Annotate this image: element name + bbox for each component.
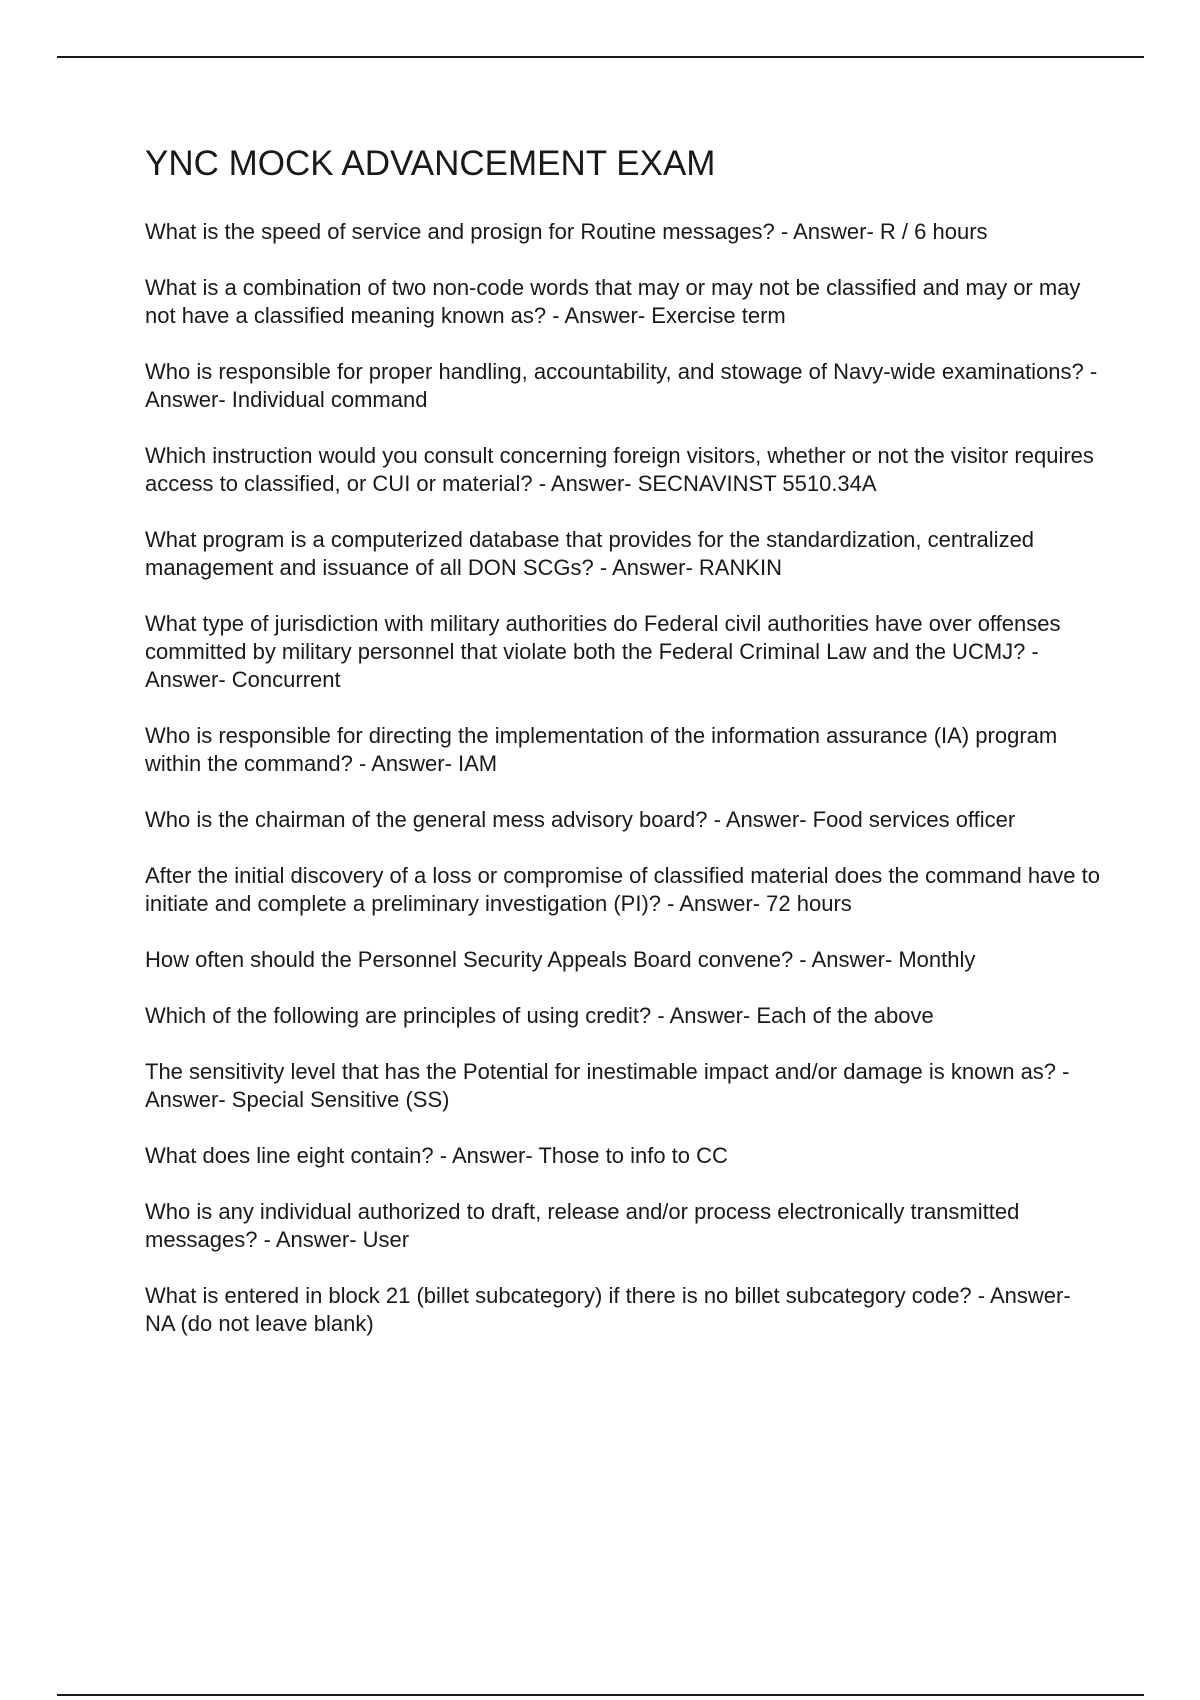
document-body <box>145 140 1100 1366</box>
question-answer-item: Which of the following are principles of using credit? - Answer- Each of the above <box>145 1003 934 1028</box>
bottom-divider <box>57 1694 1144 1696</box>
question-answer-item: Who is any individual authorized to draft, release and/or process electronically transmitted messages? - Answer- User <box>145 1199 1020 1252</box>
question-answer-item: What is the speed of service and prosign for Routine messages? - Answer- R / 6 hours <box>145 219 988 244</box>
question-answer-item: What program is a computerized database that provides for the standardization, centralized management and issuance of all DON SCGs? - Answer- RANKIN <box>145 527 1035 580</box>
question-answer-item: Which instruction would you consult concerning foreign visitors, whether or not the visitor requires access to classified, or CUI or material? - Answer- SECNAVINST 5510.34A <box>145 443 1094 496</box>
question-answer-item: What type of jurisdiction with military authorities do Federal civil authorities have over offenses committed by military personnel that violate both the Federal Criminal Law and the UCMJ? - Answer- Concurrent <box>145 611 1061 692</box>
question-answer-item: Who is the chairman of the general mess advisory board? - Answer- Food services officer <box>145 807 1016 832</box>
question-answer-item: How often should the Personnel Security Appeals Board convene? - Answer- Monthly <box>145 947 976 972</box>
question-answer-item: The sensitivity level that has the Potential for inestimable impact and/or damage is known as? - Answer- Special Sensitive (SS) <box>145 1059 1070 1112</box>
question-list <box>145 218 1100 1338</box>
question-answer-item: After the initial discovery of a loss or compromise of classified material does the command have to initiate and complete a preliminary investigation (PI)? - Answer- 72 hours <box>145 863 1100 916</box>
question-answer-item: What does line eight contain? - Answer- Those to info to CC <box>145 1143 728 1168</box>
question-answer-item: Who is responsible for proper handling, accountability, and stowage of Navy-wide examinations? - Answer- Individual command <box>145 359 1098 412</box>
question-answer-item: Who is responsible for directing the implementation of the information assurance (IA) program within the command? - Answer- IAM <box>145 723 1058 776</box>
question-answer-item: What is a combination of two non-code words that may or may not be classified and may or may not have a classified meaning known as? - Answer- Exercise term <box>145 275 1081 328</box>
top-divider <box>57 56 1144 58</box>
document-title: YNC MOCK ADVANCEMENT EXAM <box>145 144 716 183</box>
question-answer-item: What is entered in block 21 (billet subcategory) if there is no billet subcategory code? - Answer- NA (do not leave blank) <box>145 1283 1071 1336</box>
